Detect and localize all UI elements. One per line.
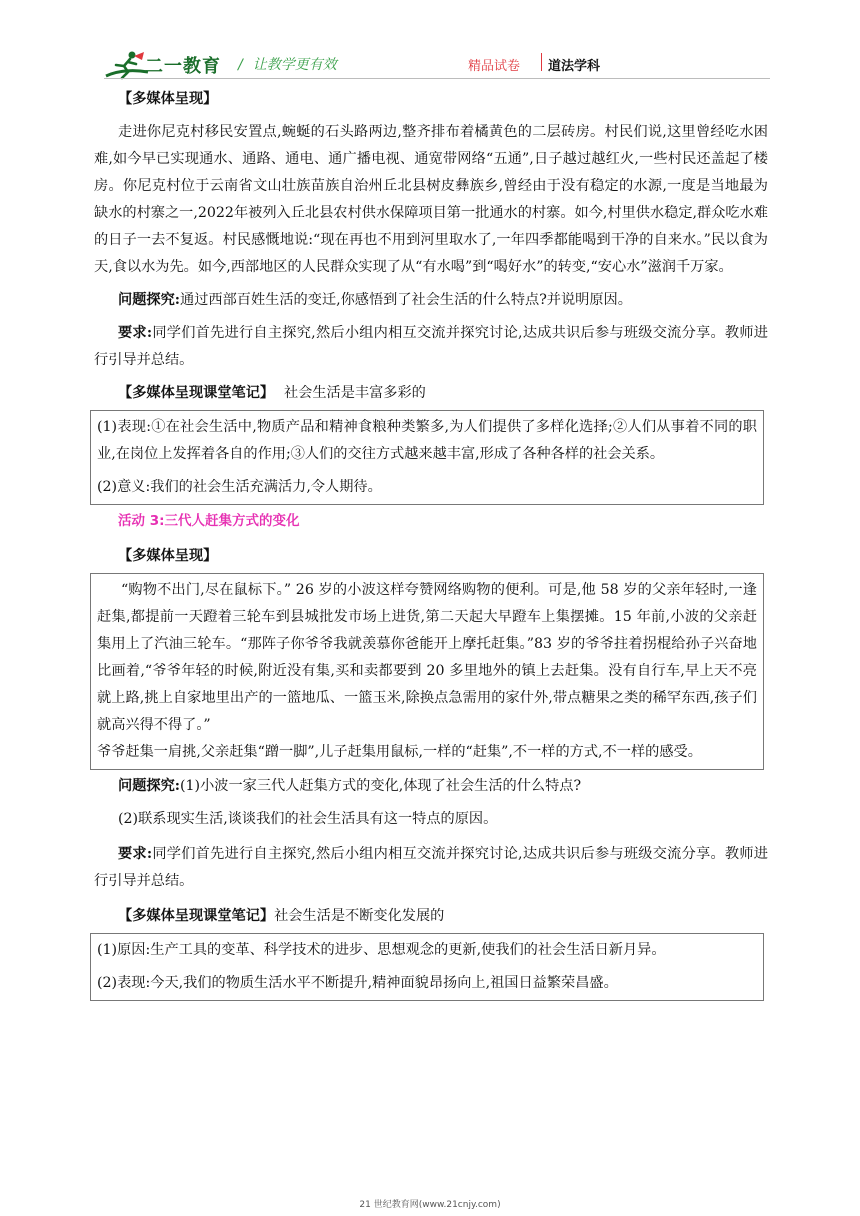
note-1-head: 【多媒体呈现课堂笔记】 — [118, 385, 275, 401]
slogan-text: 让教学更有效 — [252, 57, 337, 73]
note-2-title: 社会生活是不断变化发展的 — [274, 908, 445, 924]
story-box — [90, 573, 764, 770]
requirement-2 — [94, 841, 768, 895]
question-2a-text: (1)小波一家三代人赶集方式的变化,体现了社会生活的什么特点? — [180, 778, 582, 794]
multimedia-heading-2: 【多媒体呈现】 — [118, 548, 218, 564]
logo-text: 二一教育 — [145, 56, 221, 77]
village-paragraph: 走进你尼克村移民安置点,蜿蜒的石头路两边,整齐排布着橘黄色的二层砖房。村民们说,这里曾经吃水困难,如今早已实现通水、通路、通电、通广播电视、通宽带网络“五通”,日子越过越红火,一些村民还盖起了楼房。你尼克村位于云南省文山壮族苗族自治州丘北县树皮彝族乡,曾经由于没有稳定的水源,一度是当地最为缺水的村寨之一,2022年被列入丘北县农村供水保障项目第一批通水的村寨。如今,村里供水稳定,群众吃水难的日子一去不复返。村民感慨地说:“现在再也不用到河里取水了,一年四季都能喝到干净的自来水。”民以食为天,食以水为先。如今,西部地区的人民群众实现了从“有水喝”到“喝好水”的转变,“安心水”滋润千万家。 — [94, 124, 768, 275]
requirement-1-text: 同学们首先进行自主探究,然后小组内相互交流并探究讨论,达成共识后参与班级交流分享。教师进行引导并总结。 — [94, 325, 768, 368]
question-1 — [94, 287, 768, 314]
page-content — [94, 86, 768, 1004]
note-1-heading — [94, 380, 768, 407]
subject-label: 道法学科 — [548, 59, 601, 74]
page-header — [0, 0, 860, 90]
question-2b: (2)联系现实生活,谈谈我们的社会生活具有这一特点的原因。 — [118, 811, 498, 827]
note-1-box — [90, 410, 764, 505]
slogan — [238, 54, 337, 74]
requirement-2-lead: 要求: — [118, 846, 153, 862]
quality-badge: 精品试卷 — [468, 59, 521, 74]
story-summary: 爷爷赶集一肩挑,父亲赶集“蹭一脚”,儿子赶集用鼠标,一样的“赶集”,不一样的方式,不一样的感受。 — [97, 744, 702, 760]
story-paragraph: “购物不出门,尽在鼠标下。” 26 岁的小波这样夸赞网络购物的便利。可是,他 58 岁的父亲年轻时,一逢赶集,都提前一天蹬着三轮车到县城批发市场上进货,第二天起大早蹬车上集摆摊。15 年前,小波的父亲赶集用上了汽油三轮车。“那阵子你爷爷我就羡慕你爸能开上摩托赶集。”83 岁的爷爷拄着拐棍给孙子兴奋地比画着,“爷爷年轻的时候,附近没有集,买和卖都要到 20 多里地外的镇上去赶集。没有自行车,早上天不亮就上路,挑上自家地里出产的一篮地瓜、一篮玉米,除换点急需用的家什外,带点糖果之类的稀罕东西,孩子们就高兴得不得了。” — [97, 582, 757, 733]
question-2a — [94, 773, 768, 800]
note-2-line-1: (1)原因:生产工具的变革、科学技术的进步、思想观念的更新,使我们的社会生活日新月异。 — [97, 942, 666, 958]
multimedia-heading: 【多媒体呈现】 — [118, 91, 218, 107]
question-2-lead: 问题探究: — [118, 778, 180, 794]
question-1-text: 通过西部百姓生活的变迁,你感悟到了社会生活的什么特点?并说明原因。 — [180, 292, 632, 308]
header-rule — [104, 78, 770, 79]
page-footer: 21 世纪教育网(www.21cnjy.com) — [359, 1200, 501, 1210]
slogan-slash: / — [238, 57, 243, 73]
note-1-title: 社会生活是丰富多彩的 — [283, 385, 426, 401]
activity-3-title: 活动 3:三代人赶集方式的变化 — [118, 513, 300, 529]
note-2-line-2: (2)表现:今天,我们的物质生活水平不断提升,精神面貌昂扬向上,祖国日益繁荣昌盛。 — [97, 975, 618, 991]
note-1-line-2: (2)意义:我们的社会生活充满活力,令人期待。 — [97, 479, 382, 495]
question-1-lead: 问题探究: — [118, 292, 180, 308]
requirement-1-lead: 要求: — [118, 325, 153, 341]
header-separator — [541, 53, 542, 71]
note-2-head: 【多媒体呈现课堂笔记】 — [118, 908, 275, 924]
note-2-heading — [94, 903, 768, 930]
note-1-line-1: (1)表现:①在社会生活中,物质产品和精神食粮种类繁多,为人们提供了多样化选择;②人们从事着不同的职业,在岗位上发挥着各自的作用;③人们的交往方式越来越丰富,形成了各种各样的社会关系。 — [97, 419, 757, 462]
note-2-box — [90, 933, 764, 1001]
requirement-1 — [94, 320, 768, 374]
requirement-2-text: 同学们首先进行自主探究,然后小组内相互交流并探究讨论,达成共识后参与班级交流分享。教师进行引导并总结。 — [94, 846, 768, 889]
